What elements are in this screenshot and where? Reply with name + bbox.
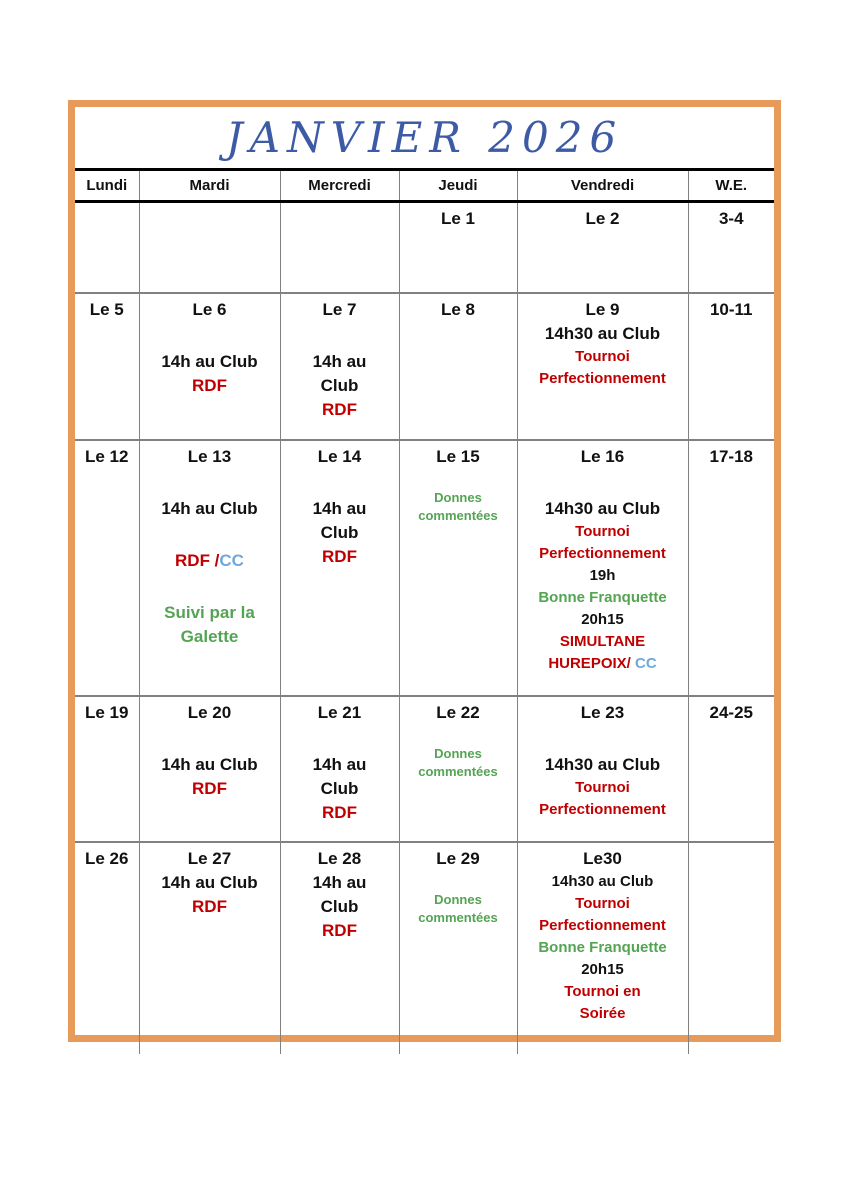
event-line: Club	[320, 376, 359, 395]
day-number: Le 22	[436, 703, 480, 722]
event-line: Soirée	[579, 1005, 626, 1022]
spacer	[400, 725, 517, 745]
event-line: 14h30 au Club	[544, 499, 661, 518]
event-segment: CC	[635, 655, 657, 672]
event-line: 14h30 au Club	[551, 873, 654, 890]
day-number: 24-25	[709, 703, 753, 722]
week-row-4	[75, 696, 774, 842]
spacer	[281, 322, 399, 350]
weekday-header-lundi: Lundi	[75, 171, 139, 202]
weekday-header-mardi: Mardi	[139, 171, 280, 202]
event-line: Bonne Franquette	[538, 939, 667, 956]
event-line: Donnes	[434, 892, 482, 907]
day-number: Le 1	[440, 209, 476, 228]
day-cell	[75, 202, 139, 294]
day-cell	[399, 202, 517, 294]
day-cell	[75, 842, 139, 1054]
event-line: RDF	[322, 803, 357, 822]
day-number: Le 5	[89, 300, 124, 319]
event-line: RDF	[322, 547, 357, 566]
event-line: 14h au Club	[161, 499, 258, 518]
event-line: RDF	[322, 400, 357, 419]
spacer	[140, 725, 280, 753]
day-cell	[517, 842, 688, 1054]
day-cell	[280, 202, 399, 294]
event-line: Tournoi	[575, 895, 630, 912]
day-number: Le 8	[440, 300, 476, 319]
event-line: 14h au	[312, 352, 367, 371]
day-number: Le 2	[585, 209, 620, 228]
day-number: Le 26	[85, 849, 129, 868]
day-number: Le 9	[585, 300, 620, 319]
weekend-cell	[688, 440, 774, 696]
event-line: Tournoi en	[564, 983, 641, 1000]
week-row-5	[75, 842, 774, 1054]
event-segment: CC	[219, 551, 244, 570]
day-cell	[399, 696, 517, 842]
calendar-month-title: JANVIER 2026	[75, 107, 774, 171]
day-cell	[517, 293, 688, 440]
weekday-header-we: W.E.	[688, 171, 774, 202]
day-cell	[139, 293, 280, 440]
spacer	[140, 322, 280, 350]
event-line: Tournoi	[575, 348, 630, 365]
week-row-1	[75, 202, 774, 294]
day-number: Le 16	[580, 447, 625, 466]
event-line: 14h au	[312, 873, 367, 892]
event-line: SIMULTANE	[559, 633, 646, 650]
event-line: RDF	[192, 376, 227, 395]
spacer	[281, 725, 399, 753]
weekend-cell	[688, 842, 774, 1054]
event-line: 20h15	[581, 611, 624, 628]
event-line: Tournoi	[575, 779, 630, 796]
day-cell	[139, 842, 280, 1054]
day-number: Le 20	[187, 703, 232, 722]
day-number: Le 21	[317, 703, 362, 722]
event-segment: RDF /	[175, 551, 220, 570]
day-number: Le 15	[436, 447, 480, 466]
day-number: Le 14	[317, 447, 362, 466]
day-number: Le 23	[580, 703, 625, 722]
event-line: Club	[320, 779, 359, 798]
event-line: Bonne Franquette	[538, 589, 667, 606]
day-cell	[517, 202, 688, 294]
day-cell	[75, 440, 139, 696]
event-line: 14h30 au Club	[544, 755, 661, 774]
day-cell	[75, 293, 139, 440]
weekend-cell	[688, 202, 774, 294]
event-segment: HUREPOIX/	[548, 655, 635, 672]
spacer	[518, 469, 688, 497]
spacer	[400, 469, 517, 489]
event-line: Club	[320, 897, 359, 916]
day-cell	[399, 842, 517, 1054]
day-number: Le 28	[317, 849, 362, 868]
day-cell	[399, 440, 517, 696]
event-line: Perfectionnement	[539, 370, 666, 387]
event-line: RDF	[192, 779, 227, 798]
spacer	[140, 521, 280, 549]
event-line: commentées	[418, 910, 498, 925]
spacer	[140, 469, 280, 497]
day-cell	[139, 696, 280, 842]
event-line: RDF	[192, 897, 227, 916]
event-line: 20h15	[581, 961, 624, 978]
day-cell	[75, 696, 139, 842]
day-number: Le 6	[192, 300, 227, 319]
event-line: Suivi par la	[164, 603, 255, 622]
event-line: Donnes	[434, 746, 482, 761]
day-cell	[517, 440, 688, 696]
day-number: Le 7	[322, 300, 357, 319]
event-line: Perfectionnement	[539, 917, 666, 934]
day-cell	[280, 842, 399, 1054]
event-line: commentées	[418, 508, 498, 523]
day-number: 10-11	[709, 300, 753, 319]
week-row-2	[75, 293, 774, 440]
day-cell	[280, 293, 399, 440]
day-number: Le 29	[436, 849, 480, 868]
event-line: commentées	[418, 764, 498, 779]
event-line	[140, 549, 280, 573]
day-number: Le 19	[85, 703, 129, 722]
event-line: 14h au Club	[161, 873, 258, 892]
event-line: Perfectionnement	[539, 545, 666, 562]
spacer	[140, 573, 280, 601]
day-number: Le 27	[187, 849, 232, 868]
event-line: Club	[320, 523, 359, 542]
day-number: 3-4	[718, 209, 744, 228]
event-line: 14h au	[312, 755, 367, 774]
weekend-cell	[688, 293, 774, 440]
event-line: Donnes	[434, 490, 482, 505]
event-line: 19h	[589, 567, 616, 584]
weekday-header-mercredi: Mercredi	[280, 171, 399, 202]
event-line: Tournoi	[575, 523, 630, 540]
spacer	[281, 469, 399, 497]
day-cell	[280, 440, 399, 696]
day-cell	[280, 696, 399, 842]
weekend-cell	[688, 696, 774, 842]
event-line: Perfectionnement	[539, 801, 666, 818]
event-line: RDF	[322, 921, 357, 940]
day-number: Le30	[583, 849, 622, 868]
weekday-header-row	[75, 171, 774, 202]
week-row-3	[75, 440, 774, 696]
event-line	[518, 653, 688, 675]
event-line: 14h au Club	[161, 352, 258, 371]
day-cell	[139, 440, 280, 696]
event-line: 14h30 au Club	[544, 324, 661, 343]
event-line: 14h au	[312, 499, 367, 518]
day-cell	[399, 293, 517, 440]
monthly-calendar	[68, 100, 781, 1042]
calendar-table	[75, 171, 774, 1054]
day-cell	[139, 202, 280, 294]
spacer	[518, 725, 688, 753]
day-cell	[517, 696, 688, 842]
day-number: Le 13	[187, 447, 232, 466]
spacer	[400, 871, 517, 891]
day-number: Le 12	[85, 447, 129, 466]
weekday-header-vendredi: Vendredi	[517, 171, 688, 202]
day-number: 17-18	[709, 447, 753, 466]
weekday-header-jeudi: Jeudi	[399, 171, 517, 202]
event-line: 14h au Club	[161, 755, 258, 774]
event-line: Galette	[180, 627, 239, 646]
